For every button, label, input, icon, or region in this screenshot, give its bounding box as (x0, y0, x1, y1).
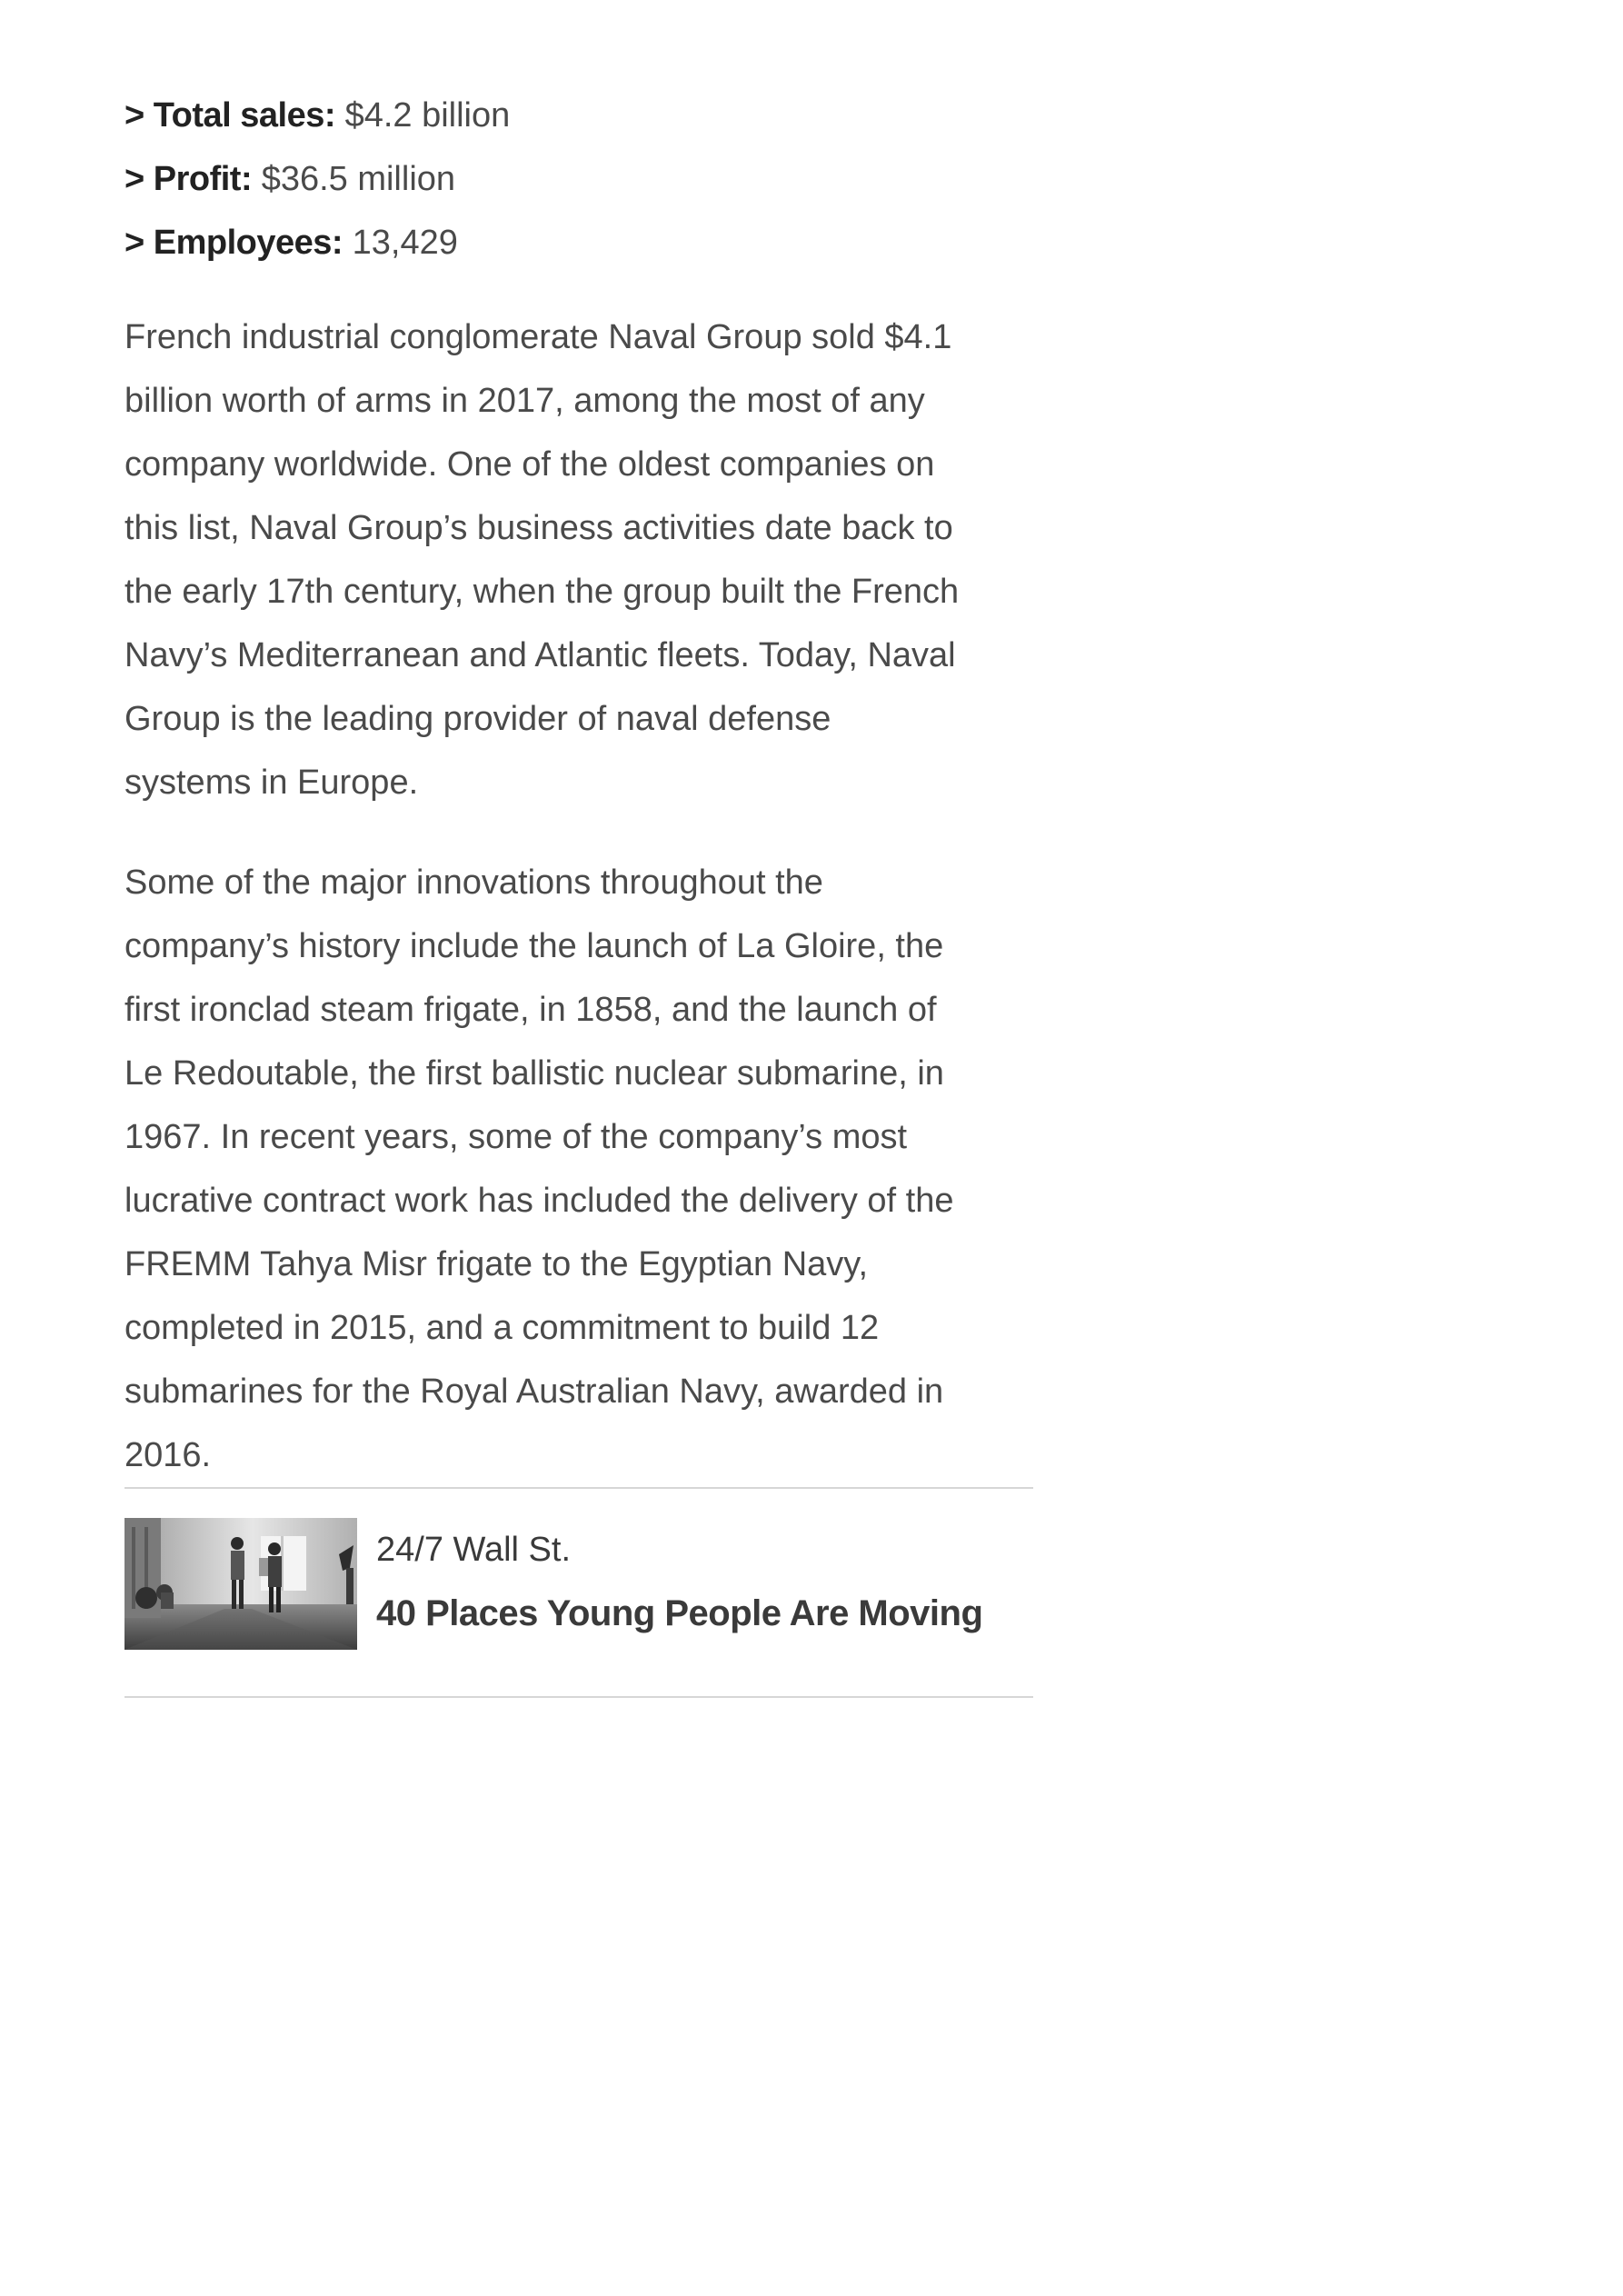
paragraph-company-overview (124, 305, 1033, 814)
paragraph-line: billion worth of arms in 2017, among the most of any (124, 382, 925, 420)
paragraph-company-history (124, 851, 1033, 1487)
paragraph-line: submarines for the Royal Australian Navy, awarded in (124, 1373, 944, 1411)
paragraph-line: the early 17th century, when the group built the French (124, 573, 960, 611)
fact-profit (124, 147, 1033, 211)
fact-value: $36.5 million (261, 160, 456, 198)
fact-value: 13,429 (352, 224, 458, 262)
article-body (124, 84, 1033, 1523)
related-article-promo[interactable] (124, 1518, 1033, 1650)
paragraph-line: company worldwide. One of the oldest companies on (124, 445, 935, 484)
company-facts-list (124, 84, 1033, 275)
fact-label: > Employees: (124, 224, 344, 262)
fact-label: > Profit: (124, 160, 253, 198)
promo-text (376, 1518, 982, 1645)
fact-employees (124, 211, 1033, 275)
promo-divider-top (124, 1487, 1033, 1489)
promo-source: 24/7 Wall St. (376, 1531, 572, 1569)
paragraph-line: Some of the major innovations throughout the (124, 863, 823, 902)
paragraph-line: 2016. (124, 1436, 212, 1474)
paragraph-line: Group is the leading provider of naval defense (124, 700, 831, 738)
paragraph-line: systems in Europe. (124, 764, 419, 802)
promo-headline-link[interactable]: 40 Places Young People Are Moving (376, 1593, 983, 1633)
paragraph-line: Navy’s Mediterranean and Atlantic fleets. Today, Naval (124, 636, 956, 674)
fact-value: $4.2 billion (344, 96, 511, 135)
paragraph-line: company’s history include the launch of La Gloire, the (124, 927, 944, 965)
promo-divider-bottom (124, 1696, 1033, 1698)
paragraph-line: completed in 2015, and a commitment to build 12 (124, 1309, 880, 1347)
fact-label: > Total sales: (124, 96, 336, 135)
paragraph-line: first ironclad steam frigate, in 1858, and the launch of (124, 991, 937, 1029)
paragraph-line: 1967. In recent years, some of the company’s most (124, 1118, 908, 1156)
paragraph-line: Le Redoutable, the first ballistic nuclear submarine, in (124, 1054, 944, 1093)
paragraph-line: French industrial conglomerate Naval Group sold $4.1 (124, 318, 952, 356)
paragraph-line: lucrative contract work has included the delivery of the (124, 1182, 954, 1220)
paragraph-line: this list, Naval Group’s business activities date back to (124, 509, 953, 547)
paragraph-line: FREMM Tahya Misr frigate to the Egyptian Navy, (124, 1245, 869, 1283)
fact-total-sales (124, 84, 1033, 147)
people-moving-boxes-photo-icon[interactable] (124, 1518, 357, 1650)
